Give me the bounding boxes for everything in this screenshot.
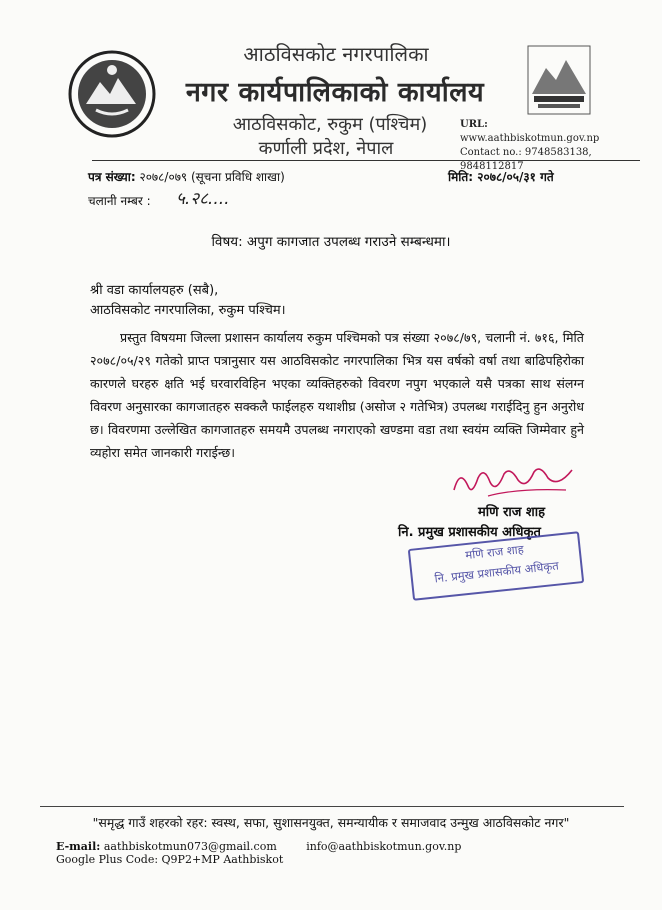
office-address: आठविसकोट, रुकुम (पश्चिम) [232, 114, 428, 135]
url-link[interactable]: www.aathbiskotmun.gov.np [460, 133, 600, 144]
signer-title: नि. प्रमुख प्रशासकीय अधिकृत [398, 525, 541, 540]
header-divider [92, 160, 640, 161]
email-label: E-mail: [56, 840, 101, 853]
contact-label: Contact no.: [460, 147, 522, 158]
date-value: २०७८/०५/३१ गते [477, 170, 554, 184]
municipality-name: आठविसकोट नगरपालिका [243, 42, 429, 66]
municipality-motto: "समृद्ध गाउँ शहरको रहर: स्वस्थ, सफा, सुशासनयुक्त, समन्यायीक र समाजवाद उन्मुख आठविसकोट नगर" [92, 815, 570, 830]
stamp-name: मणि राज शाह [464, 542, 525, 563]
stamp-title: नि. प्रमुख प्रशासकीय अधिकृत [433, 558, 560, 586]
handwritten-signature [448, 460, 576, 502]
reference-number [88, 168, 285, 185]
nepal-emblem-icon [66, 48, 158, 140]
addressee-line-1: श्री वडा कार्यालयहरु (सबै), [90, 283, 219, 298]
date-label: मिति: [448, 170, 474, 184]
addressee-line-2: आठविसकोट नगरपालिका, रुकुम पश्चिम। [90, 303, 286, 318]
letter-body: प्रस्तुत विषयमा जिल्ला प्रशासन कार्यालय रुकुम पश्चिमको पत्र संख्या २०७८/७९, चलानी नं. ७१६, मिति २०७८/०५/२९ गतेको प्राप्त पत्रानुसार यस आठविसकोट नगरपालिका भित्र यस वर्षको वर्षा तथा बाढिपहिरोका कारणले घरहरु क्षति भई घरवारविहिन भएका व्यक्तिहरुको विवरण नपुग भएकाले यसै पत्रका साथ संलग्न विवरण अनुसारका कागजातहरु सक्कलै फाईलहरु यथाशीघ्र (असोज २ गतेभित्र) उपलब्ध गराईदिनु हुन अनुरोध छ। विवरणमा उल्लेखित कागजातहरु समयमै उपलब्ध नगराएको खण्डमा वडा तथा स्वयंम व्यक्ति जिम्मेवार हुने व्यहोरा समेत जानकारी गराईन्छ। [90, 330, 584, 460]
signer-name: मणि राज शाह [478, 505, 546, 520]
letter-subject: विषय: अपुग कागजात उपलब्ध गराउने सम्बन्धमा। [211, 234, 451, 250]
contact-block [460, 118, 620, 174]
dispatch-label: चलानी नम्बर : [88, 194, 151, 208]
office-name: नगर कार्यपालिकाको कार्यालय [185, 77, 485, 108]
letter-date [448, 168, 554, 185]
dispatch-number: ५.२८.... [176, 189, 230, 209]
plus-code: Google Plus Code: Q9P2+MP Aathbiskot [56, 853, 284, 866]
email-primary[interactable]: aathbiskotmun073@gmail.com [103, 840, 277, 853]
campaign-logo-icon [526, 44, 592, 116]
ref-label: पत्र संख्या: [88, 170, 136, 184]
url-label: URL: [460, 119, 488, 130]
contact-numbers: 9748583138, 9848112817 [460, 147, 592, 172]
official-stamp [408, 531, 584, 601]
footer-contacts [56, 840, 616, 866]
footer-divider [40, 806, 624, 807]
province-name: कर्णाली प्रदेश, नेपाल [258, 138, 394, 159]
email-secondary[interactable]: info@aathbiskotmun.gov.np [306, 840, 462, 853]
ref-value: २०७८/०७९ (सूचना प्रविधि शाखा) [139, 170, 285, 184]
